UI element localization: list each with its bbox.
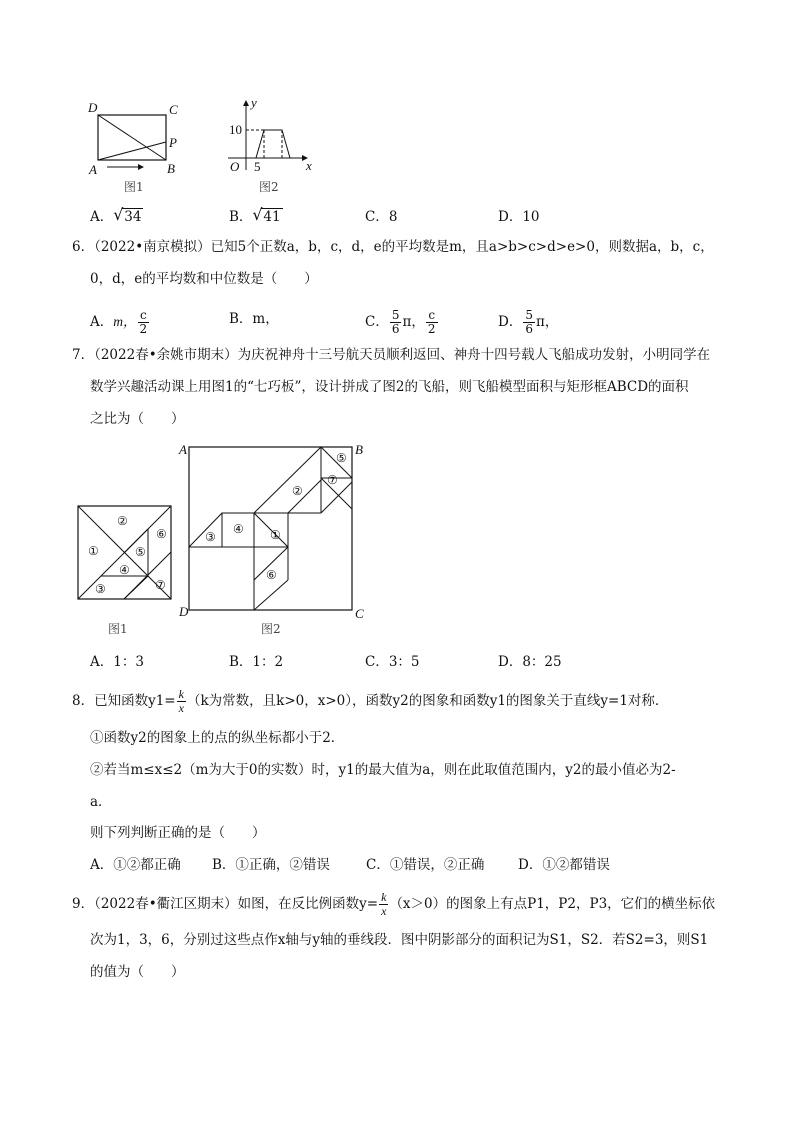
q5-label-B: B	[167, 161, 175, 176]
q9-stem-line3: 的值为（ ）	[90, 964, 185, 980]
spaceship-piece-3: ③	[205, 530, 216, 544]
q8-option-B[interactable]: B．①正确，②错误	[212, 857, 330, 873]
fraction: $\frac{k}{x}$	[178, 687, 184, 715]
tangram-piece-4: ④	[119, 563, 130, 577]
tangram-piece-2: ②	[117, 514, 128, 528]
q5-option-A[interactable]: A． √ 34	[90, 205, 142, 225]
q8-prompt: 则下列判断正确的是（ ）	[90, 825, 266, 841]
tangram-piece-1: ①	[88, 544, 99, 558]
spaceship-piece-2: ②	[292, 484, 303, 498]
q5-label-10: 10	[229, 122, 242, 137]
spaceship-piece-1: ①	[270, 528, 281, 542]
q9-stem-line2: 次为1，3，6，分别过这些点作x轴与y轴的垂线段．图中阴影部分的面积记为S1，S2．若S2=3，则S1	[90, 932, 709, 948]
q7-stem-line1: 7．（2022春•余姚市期末）为庆祝神舟十三号航天员顺利返回、神舟十四号载人飞船成功发射，小明同学在	[72, 347, 711, 363]
q5-label-5: 5	[254, 159, 261, 174]
q5-label-y: y	[251, 95, 257, 110]
q5-label-C: C	[169, 102, 178, 117]
q6-option-A[interactable]: A．m， $\frac{c}{2}$	[90, 308, 148, 336]
q5-label-A: A	[89, 162, 97, 177]
q5-fig2-caption: 图2	[259, 180, 279, 194]
q5-option-C[interactable]: C．8	[365, 209, 398, 225]
q6-stem-line1: 6．（2022•南京模拟）已知5个正数a，b，c，d，e的平均数是m，且a>b>c>d>e>0，则数据a，b，c，	[72, 239, 714, 255]
q5-option-B[interactable]: B． √ 41	[229, 205, 281, 225]
q6-option-B[interactable]: B．m，	[229, 311, 279, 327]
q5-option-D[interactable]: D．10	[498, 209, 540, 225]
q7-corner-C: C	[355, 606, 364, 621]
q7-stem-line2: 数学兴趣活动课上用图1的“七巧板”，设计拼成了图2的飞船，则飞船模型面积与矩形框ABCD的面积	[90, 379, 689, 395]
tangram-piece-6: ⑥	[156, 527, 167, 541]
sqrt-symbol: √ 34	[113, 205, 142, 225]
q5-label-D: D	[88, 100, 98, 115]
tangram-piece-7: ⑦	[155, 578, 166, 592]
q7-option-B[interactable]: B．1：2	[229, 654, 284, 670]
q7-corner-B: B	[355, 442, 363, 457]
spaceship-piece-4: ④	[233, 522, 244, 536]
q6-option-D[interactable]: D． $\frac{5}{6}$ π，	[498, 308, 559, 336]
q5-fig1-caption: 图1	[124, 180, 144, 194]
q9-stem-line1: 9．（2022春•衢江区期末）如图，在反比例函数y= $\frac{k}{x}$ （x＞0）的图象上有点P1，P2，P3，它们的横坐标依	[72, 890, 716, 918]
spaceship-piece-7: ⑦	[327, 473, 338, 487]
fraction: $\frac{5}{6}$	[525, 308, 533, 336]
q5-label-O: O	[230, 159, 240, 174]
q7-fig1-caption: 图1	[108, 622, 128, 636]
q8-stem-line1: 8．已知函数y1= $\frac{k}{x}$ （k为常数，且k>0，x>0），函数y2的图象和函数y1的图象关于直线y=1对称．	[72, 687, 669, 715]
fraction: $\frac{5}{6}$	[391, 308, 400, 336]
tangram-piece-5: ⑤	[135, 545, 146, 559]
q8-option-D[interactable]: D．①②都错误	[518, 857, 610, 873]
q7-stem-line3: 之比为（ ）	[90, 411, 185, 427]
q8-option-C[interactable]: C．①错误，②正确	[366, 857, 485, 873]
q5-label-P: P	[169, 135, 177, 150]
q8-option-A[interactable]: A．①②都正确	[90, 857, 181, 873]
q8-statement-2: ②若当m≤x≤2（m为大于0的实数）时，y1的最大值为a，则在此取值范围内，y2的最小值必为2-	[90, 762, 676, 778]
q5-label-x: x	[306, 158, 312, 173]
q8-statement-1: ①函数y2的图象上的点的纵坐标都小于2．	[90, 730, 345, 746]
q6-stem-line2: 0，d，e的平均数和中位数是（ ）	[90, 271, 318, 287]
q6-option-C[interactable]: C． $\frac{5}{6}$ π， $\frac{c}{2}$	[365, 308, 436, 336]
q8-statement-2-cont: a．	[90, 794, 112, 810]
fraction: $\frac{c}{2}$	[427, 308, 436, 336]
q7-fig2-caption: 图2	[261, 622, 281, 636]
q7-corner-A: A	[179, 442, 187, 457]
spaceship-piece-6: ⑥	[266, 568, 277, 582]
sqrt-symbol: √ 41	[252, 205, 281, 225]
tangram-piece-3: ③	[95, 582, 106, 596]
fraction: $\frac{k}{x}$	[381, 890, 387, 918]
fraction: $\frac{c}{2}$	[139, 308, 148, 336]
q7-option-D[interactable]: D．8：25	[498, 654, 562, 670]
q7-option-A[interactable]: A．1：3	[90, 654, 144, 670]
q7-option-C[interactable]: C．3：5	[365, 654, 420, 670]
q7-corner-D: D	[179, 604, 189, 619]
spaceship-piece-5: ⑤	[336, 451, 347, 465]
